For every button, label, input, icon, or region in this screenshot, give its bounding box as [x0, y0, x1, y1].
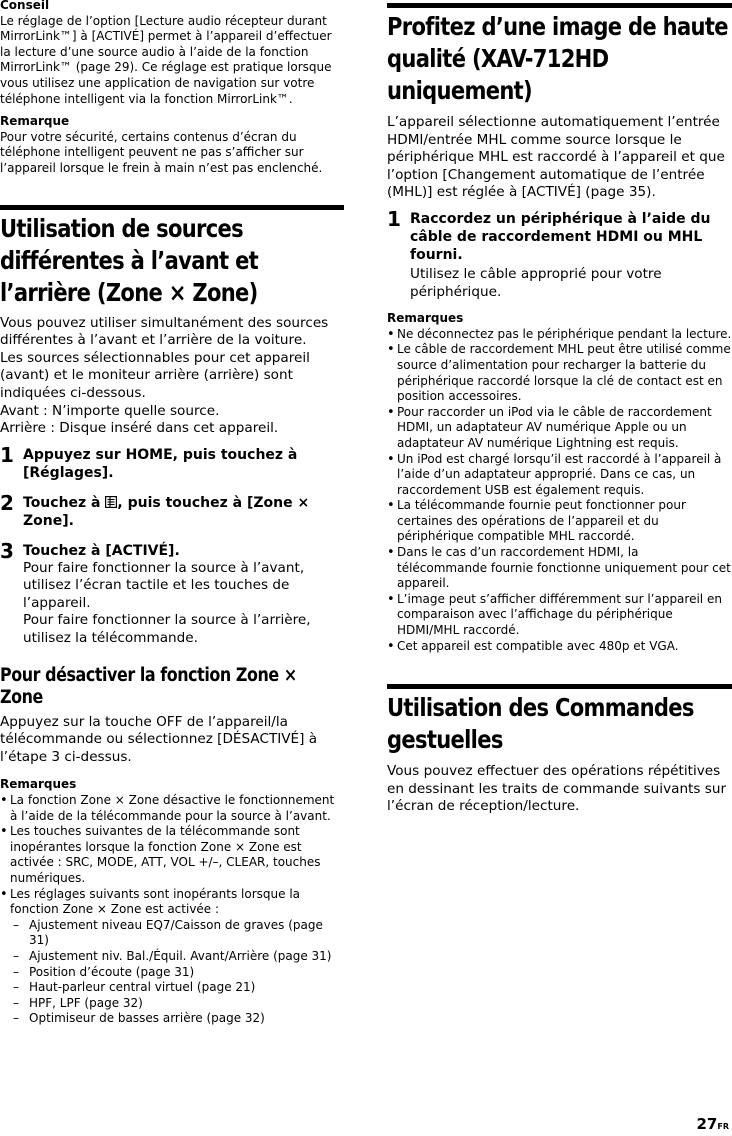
list-item: • Les réglages suivants sont inopérants lorsque la fonction Zone × Zone est activée : – Ajustement niveau EQ7/Caisson de graves (page 31) – Ajustement niv. Bal./Équil. Avant/Arrière (page 31) – Position d’écoute (page 31) – Haut-parleur central virtuel (page 21) – HPF, LPF (page 32) – Optimiseur de basses arrière (page 32) [0, 887, 344, 1027]
step-number: 2 [0, 490, 14, 515]
remarque-label: Remarque [0, 114, 70, 129]
step-body: Utilisez le câble approprié pour votre périphérique. [410, 265, 662, 300]
section-rule [387, 3, 732, 8]
step-number: 1 [387, 206, 401, 231]
list-item: • Dans le cas d’un raccordement HDMI, la télécommande fournie fonctionne uniquement pour cet appareil. [387, 545, 732, 592]
zone-intro-2: Les sources sélectionnables pour cet appareil (avant) et le moniteur arrière (arrière) sont indiquées ci-dessous. [0, 349, 310, 401]
list-item: • La télécommande fournie peut fonctionner pour certaines des opérations de l’appareil et du périphérique compatible MHL raccordé. [387, 498, 732, 545]
section-rule [387, 684, 732, 689]
dash-item: – Haut-parleur central virtuel (page 21) [10, 980, 344, 996]
conseil-text: Le réglage de l’option [Lecture audio récepteur durant MirrorLink™] à [ACTIVÉ] permet à l’appareil d’effectuer la lecture d’une source audio à l’aide de la fonction MirrorLink™ (page 29). Ce réglage est pratique lorsque vous utilisez une application de navigation sur votre téléphone intelligent via la fonction MirrorLink™. [0, 13, 332, 106]
dash-item: – Ajustement niveau EQ7/Caisson de graves (page 31) [10, 918, 344, 949]
dash-item: – Optimiseur de basses arrière (page 32) [10, 1011, 344, 1027]
list-item: • Un iPod est chargé lorsqu’il est raccordé à l’appareil à l’aide d’un adaptateur approprié. Dans ce cas, un raccordement USB est également requis. [387, 452, 732, 499]
remarques-label: Remarques [0, 777, 77, 792]
list-item: • La fonction Zone × Zone désactive le fonctionnement à l’aide de la télécommande pour la source à l’avant. [0, 793, 344, 824]
zone-section-title: Utilisation de sources différentes à l’avant et l’arrière (Zone × Zone) [0, 213, 259, 307]
zone-step-1 [0, 442, 344, 482]
gestes-text: Vous pouvez effectuer des opérations répétitives en dessinant les traits de commande suivants sur l’écran de réception/lecture. [387, 763, 727, 815]
step-title: Touchez à , puis touchez à [Zone × Zone]. [23, 494, 310, 529]
left-column [0, 0, 344, 1027]
step-title: Appuyez sur HOME, puis touchez à [Réglages]. [23, 446, 298, 481]
list-item: • L’image peut s’afficher différemment sur l’appareil en comparaison avec l’affichage du périphérique HDMI/MHL raccordé. [387, 592, 732, 639]
list-item: • Le câble de raccordement MHL peut être utilisé comme source d’alimentation pour recharger la batterie du périphérique raccordé lorsque la clé de contact est en position accessoires. [387, 342, 732, 404]
desactiver-text: Appuyez sur la touche OFF de l’appareil/la télécommande ou sélectionnez [DÉSACTIVÉ] à l’étape 3 ci-dessus. [0, 713, 318, 765]
hq-intro: L’appareil sélectionne automatiquement l’entrée HDMI/entrée MHL comme source lorsque le périphérique MHL est raccordé à l’appareil et que l’option [Changement automatique de l’entrée (MHL)] est réglée à [ACTIVÉ] (page 35). [387, 114, 725, 201]
remarque-text: Pour votre sécurité, certains contenus d’écran du téléphone intelligent peuvent ne pas s’afficher sur l’appareil lorsque le frein à main n’est pas enclenché. [0, 129, 323, 175]
desactiver-title: Pour désactiver la fonction Zone × Zone [0, 664, 297, 708]
step-number: 1 [0, 442, 14, 467]
right-column [387, 0, 732, 816]
conseil-label: Conseil [0, 0, 50, 12]
step-number: 3 [0, 538, 14, 563]
hq-section-title: Profitez d’une image de haute qualité (XAV-712HD uniquement) [387, 12, 728, 105]
list-item: • Cet appareil est compatible avec 480p et VGA. [387, 639, 732, 655]
settings-menu-icon [105, 496, 117, 508]
zone-intro-4: Arrière : Disque inséré dans cet appareil. [0, 420, 279, 437]
section-rule [0, 205, 344, 210]
step-title: Touchez à [ACTIVÉ]. [23, 542, 180, 559]
gestes-section-title: Utilisation des Commandes gestuelles [387, 693, 694, 755]
dash-item: – Position d’écoute (page 31) [10, 965, 344, 981]
step-title: Raccordez un périphérique à l’aide du câble de raccordement HDMI ou MHL fourni. [410, 210, 711, 263]
hq-step-1 [387, 206, 732, 301]
remarques-block [0, 777, 344, 1027]
language-code: FR [717, 1122, 729, 1131]
remarques-block [387, 311, 732, 654]
step-body-2: Pour faire fonctionner la source à l’arrière, utilisez la télécommande. [23, 612, 311, 647]
zone-intro-3: Avant : N’importe quelle source. [0, 402, 220, 419]
dash-item: – HPF, LPF (page 32) [10, 996, 344, 1012]
page-number: 27FR [696, 1115, 729, 1133]
remarques-label: Remarques [387, 311, 464, 326]
list-item: • Pour raccorder un iPod via le câble de raccordement HDMI, un adaptateur AV numérique Apple ou un adaptateur AV numérique Lightning est requis. [387, 405, 732, 452]
zone-step-2 [0, 490, 344, 530]
step-body-1: Pour faire fonctionner la source à l’avant, utilisez l’écran tactile et les touches de l’appareil. [23, 559, 305, 611]
list-item: • Les touches suivantes de la télécommande sont inopérantes lorsque la fonction Zone × Zone est activée : SRC, MODE, ATT, VOL +/–, CLEAR, touches numériques. [0, 824, 344, 886]
dash-item: – Ajustement niv. Bal./Équil. Avant/Arrière (page 31) [10, 949, 344, 965]
zone-step-3 [0, 538, 344, 648]
zone-intro-1: Vous pouvez utiliser simultanément des sources différentes à l’avant et l’arrière de la voiture. [0, 314, 329, 349]
list-item: • Ne déconnectez pas le périphérique pendant la lecture. [387, 327, 732, 343]
